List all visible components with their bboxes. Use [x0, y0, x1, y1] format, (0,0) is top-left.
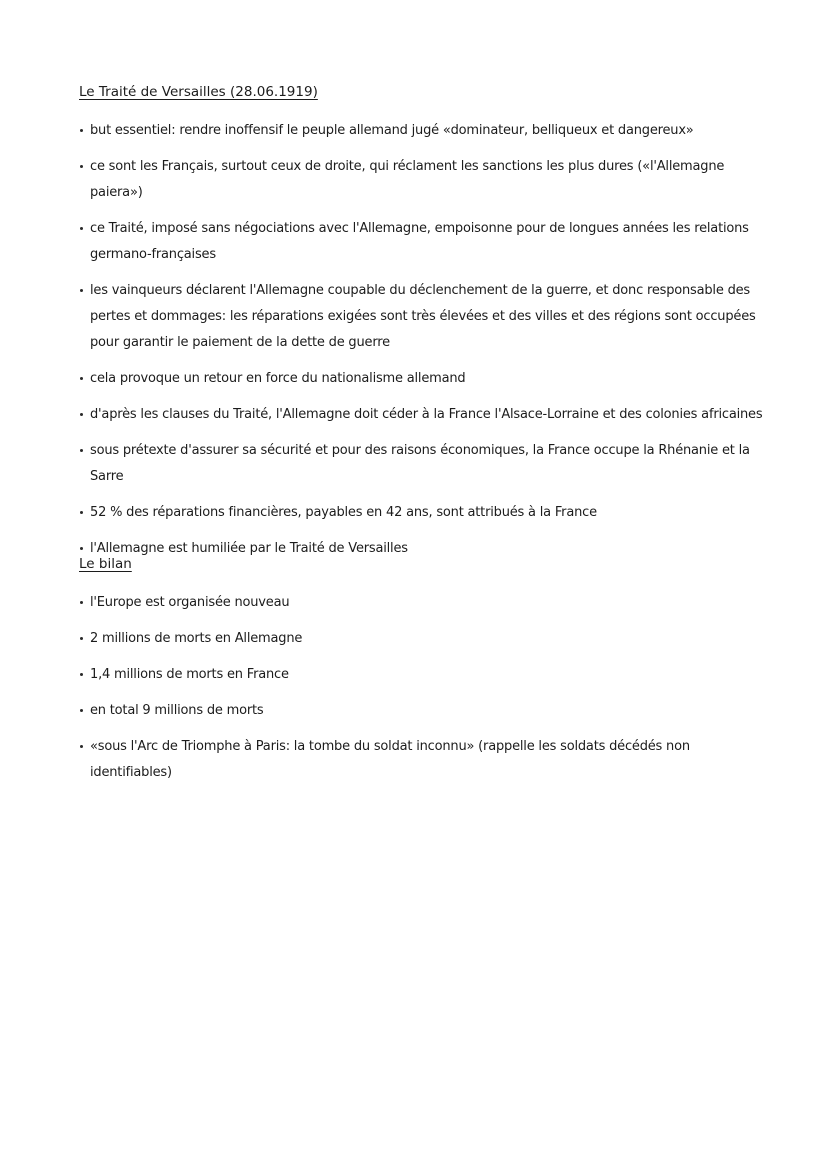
bullet-icon	[80, 289, 83, 292]
bullet-icon	[80, 547, 83, 550]
bullet-icon	[80, 673, 83, 676]
list-item	[0, 216, 828, 268]
list-item	[0, 698, 828, 724]
bullet-icon	[80, 511, 83, 514]
bullet-icon	[80, 165, 83, 168]
list-item	[0, 118, 828, 144]
list-item-text: ce Traité, imposé sans négociations avec l'Allemagne, empoisonne pour de longues années les relations germano-françaises	[90, 221, 749, 262]
bullet-list	[0, 590, 828, 796]
bullet-icon	[80, 413, 83, 416]
list-item-text: 2 millions de morts en Allemagne	[90, 631, 303, 646]
list-item	[0, 734, 828, 786]
list-item	[0, 500, 828, 526]
bullet-icon	[80, 449, 83, 452]
section-heading: Le bilan	[79, 556, 132, 572]
list-item-text: cela provoque un retour en force du nationalisme allemand	[90, 371, 466, 386]
list-item-text: en total 9 millions de morts	[90, 703, 264, 718]
list-item-text: ce sont les Français, surtout ceux de droite, qui réclament les sanctions les plus dures («l'Allemagne paiera»)	[90, 159, 725, 200]
bullet-icon	[80, 709, 83, 712]
section-heading: Le Traité de Versailles (28.06.1919)	[79, 84, 318, 100]
bullet-list	[0, 118, 828, 572]
bullet-icon	[80, 637, 83, 640]
list-item	[0, 154, 828, 206]
list-item	[0, 366, 828, 392]
list-item	[0, 278, 828, 356]
list-item-text: l'Europe est organisée nouveau	[90, 595, 290, 610]
list-item	[0, 626, 828, 652]
list-item-text: 52 % des réparations financières, payables en 42 ans, sont attribués à la France	[90, 505, 597, 520]
list-item-text: «sous l'Arc de Triomphe à Paris: la tombe du soldat inconnu» (rappelle les soldats décédés non identifiables)	[90, 739, 690, 780]
list-item	[0, 438, 828, 490]
list-item	[0, 590, 828, 616]
bullet-icon	[80, 129, 83, 132]
list-item-text: d'après les clauses du Traité, l'Allemagne doit céder à la France l'Alsace-Lorraine et des colonies africaines	[90, 407, 763, 422]
list-item-text: but essentiel: rendre inoffensif le peuple allemand jugé «dominateur, belliqueux et dangereux»	[90, 123, 694, 138]
list-item-text: sous prétexte d'assurer sa sécurité et pour des raisons économiques, la France occupe la Rhénanie et la Sarre	[90, 443, 750, 484]
bullet-icon	[80, 601, 83, 604]
bullet-icon	[80, 227, 83, 230]
list-item-text: 1,4 millions de morts en France	[90, 667, 289, 682]
list-item-text: l'Allemagne est humiliée par le Traité de Versailles	[90, 541, 408, 556]
bullet-icon	[80, 745, 83, 748]
list-item	[0, 402, 828, 428]
list-item-text: les vainqueurs déclarent l'Allemagne coupable du déclenchement de la guerre, et donc responsable des pertes et dommages: les réparations exigées sont très élevées et des villes et des régions sont occupées pour garantir le paiement de la dette de guerre	[90, 283, 756, 350]
list-item	[0, 662, 828, 688]
bullet-icon	[80, 377, 83, 380]
